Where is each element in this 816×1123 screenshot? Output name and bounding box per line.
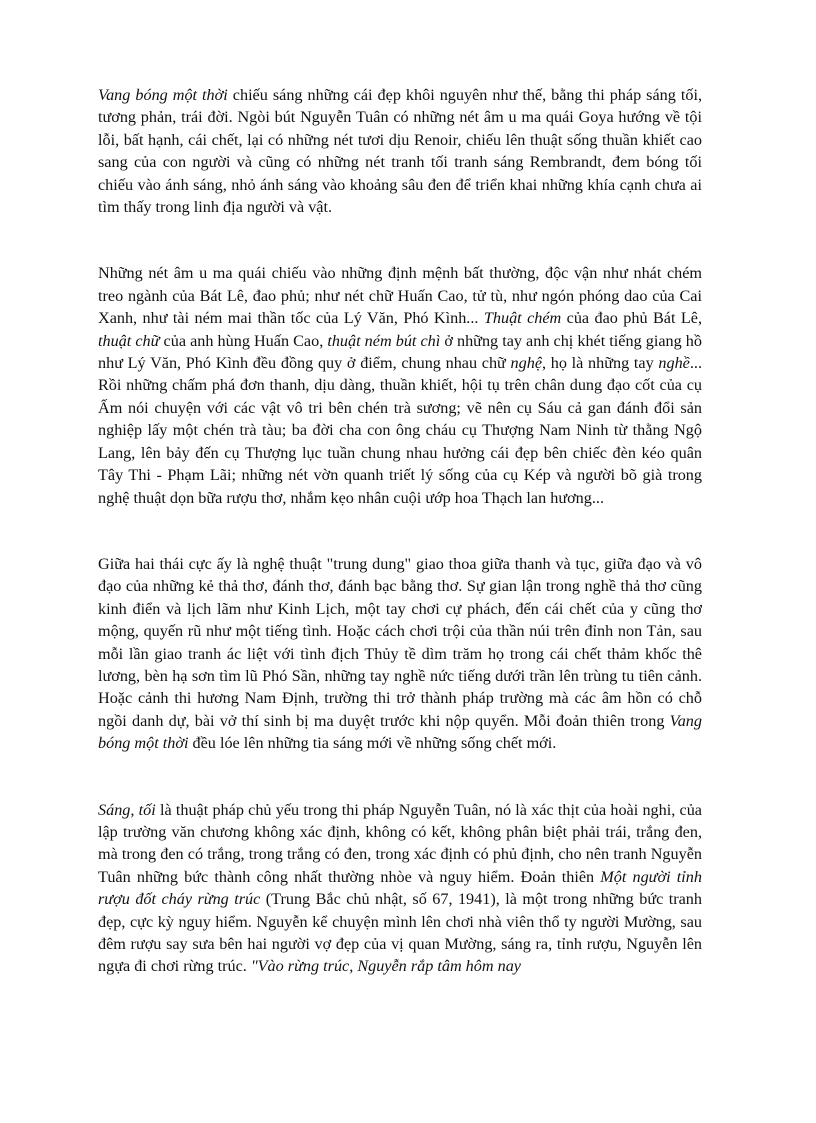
italic-phrase: Sáng, tối xyxy=(98,800,156,819)
text-run: Giữa hai thái cực ấy là nghệ thuật "trung dung" giao thoa giữa thanh và tục, giữa đạo và vô đạo của những kẻ thả thơ, đánh thơ, đánh bạc bằng thơ. Sự gian lận trong nghề thả thơ cũng kinh điển và lịch lãm như Kinh Lịch, một tay chơi cự phách, đến cái chết của y cũng thơ mộng, quyến rũ như một tiếng tình. Hoặc cách chơi trội của thần núi trên đỉnh non Tản, sau mỗi lần giao tranh ác liệt với tình địch Thủy tề dìm trăm họ trong cái chết thảm khốc thê lương, bèn hạ sơn tìm lũ Phó Sần, những tay nghề nức tiếng dưới trần lên trùng tu tiên cảnh. Hoặc cảnh thi hương Nam Định, trường thi trở thành pháp trường mà các âm hồn có chỗ ngồi danh dự, bài vở thí sinh bị ma duyệt trước khi nộp quyển. Mỗi đoản thiên trong xyxy=(98,554,702,730)
paragraph-3 xyxy=(98,553,702,755)
book-title: Vang bóng một thời xyxy=(98,86,228,104)
book-title: Vang bóng một thời xyxy=(98,711,702,753)
italic-phrase: Thuật chém xyxy=(483,309,562,328)
paragraph-2 xyxy=(98,262,702,508)
story-title: Một người tỉnh rượu đốt cháy rừng trúc xyxy=(98,867,702,909)
italic-phrase: thuật chữ xyxy=(98,331,160,350)
text-run: của đao phủ Bát Lê, xyxy=(561,309,703,328)
text-run: của anh hùng Huấn Cao, xyxy=(159,331,328,350)
text-run: , họ là những tay xyxy=(542,354,659,373)
paragraph-4 xyxy=(98,799,702,978)
paragraph-1 xyxy=(98,84,702,218)
text-run: ở những tay anh chị khét tiếng giang hồ như Lý Văn, Phó Kình đều đồng quy ở điểm, chung nhau chữ xyxy=(98,331,702,373)
quote-fragment: "Vào rừng trúc, Nguyễn rắp tâm hôm nay xyxy=(250,957,521,976)
italic-phrase: thuật ném bút chì xyxy=(327,331,441,350)
italic-phrase: nghệ xyxy=(510,354,542,373)
text-run: Những nét âm u ma quái chiếu vào những định mệnh bất thường, độc vận như nhát chém treo ngành của Bát Lê, đao phủ; như nét chữ Huấn Cao, tử tù, như ngón phóng dao của Cai Xanh, như tài ném mai thần tốc của Lý Văn, Phó Kình... xyxy=(98,264,702,328)
document-page xyxy=(98,84,702,978)
text-run: chiếu sáng những cái đẹp khôi nguyên như thế, bằng thi pháp sáng tối, tương phản, trái đời. Ngòi bút Nguyễn Tuân có những nét âm u ma quái Goya hướng về tội lỗi, bất hạnh, cái chết, lại có những nét tươi dịu Renoir, chiếu lên thuật sống thuần khiết cao sang của con người và cũng có những nét tranh tối tranh sáng Rembrandt, đem bóng tối chiếu vào ánh sáng, nhỏ ánh sáng vào khoảng sâu đen để triển khai những khía cạnh chưa ai tìm thấy trong linh địa người và vật. xyxy=(98,86,702,217)
italic-phrase: nghề xyxy=(658,354,690,373)
text-run: là thuật pháp chủ yếu trong thi pháp Nguyễn Tuân, nó là xác thịt của hoài nghi, của lập trường văn chương không xác định, không có kết, không phân biệt phải trái, trắng đen, mà trong đen có trắng, trong trắng có đen, trong xác định có phủ định, cho nên tranh Nguyễn Tuân những bức thành công nhất thường nhòe và nguy hiểm. Đoản thiên xyxy=(98,800,702,886)
text-run: đều lóe lên những tia sáng mới về những sống chết mới. xyxy=(188,734,557,753)
text-run: ... Rồi những chấm phá đơn thanh, dịu dàng, thuần khiết, hội tụ trên chân dung đạo cốt của cụ Ấm nói chuyện với các vật vô tri bên chén trà sương; vẽ nên cụ Sáu cả gan đánh đổi sản nghiệp lấy một chén trà tàu; ba đời cha con ông cháu cụ Thượng Nam Ninh từ thằng Ngộ Lang, lên bảy đến cụ Thượng lục tuần chung nhau hưởng cái đẹp bên chiếc đèn kéo quân Tây Thi - Phạm Lãi; những nét vờn quanh triết lý sống của cụ Kép và người bõ già trong nghệ thuật dọn bữa rượu thơ, nhắm kẹo nhân cuội ướp hoa Thạch lan hương... xyxy=(98,354,702,507)
text-run: (Trung Bắc chủ nhật, số 67, 1941), là một trong những bức tranh đẹp, cực kỳ nguy hiểm. Nguyễn kể chuyện mình lên chơi nhà viên thổ ty người Mường, sau đêm rượu say sưa bên hai người vợ đẹp của vị quan Mường, sáng ra, tỉnh rượu, Nguyễn lên ngựa đi chơi rừng trúc. xyxy=(98,890,702,976)
